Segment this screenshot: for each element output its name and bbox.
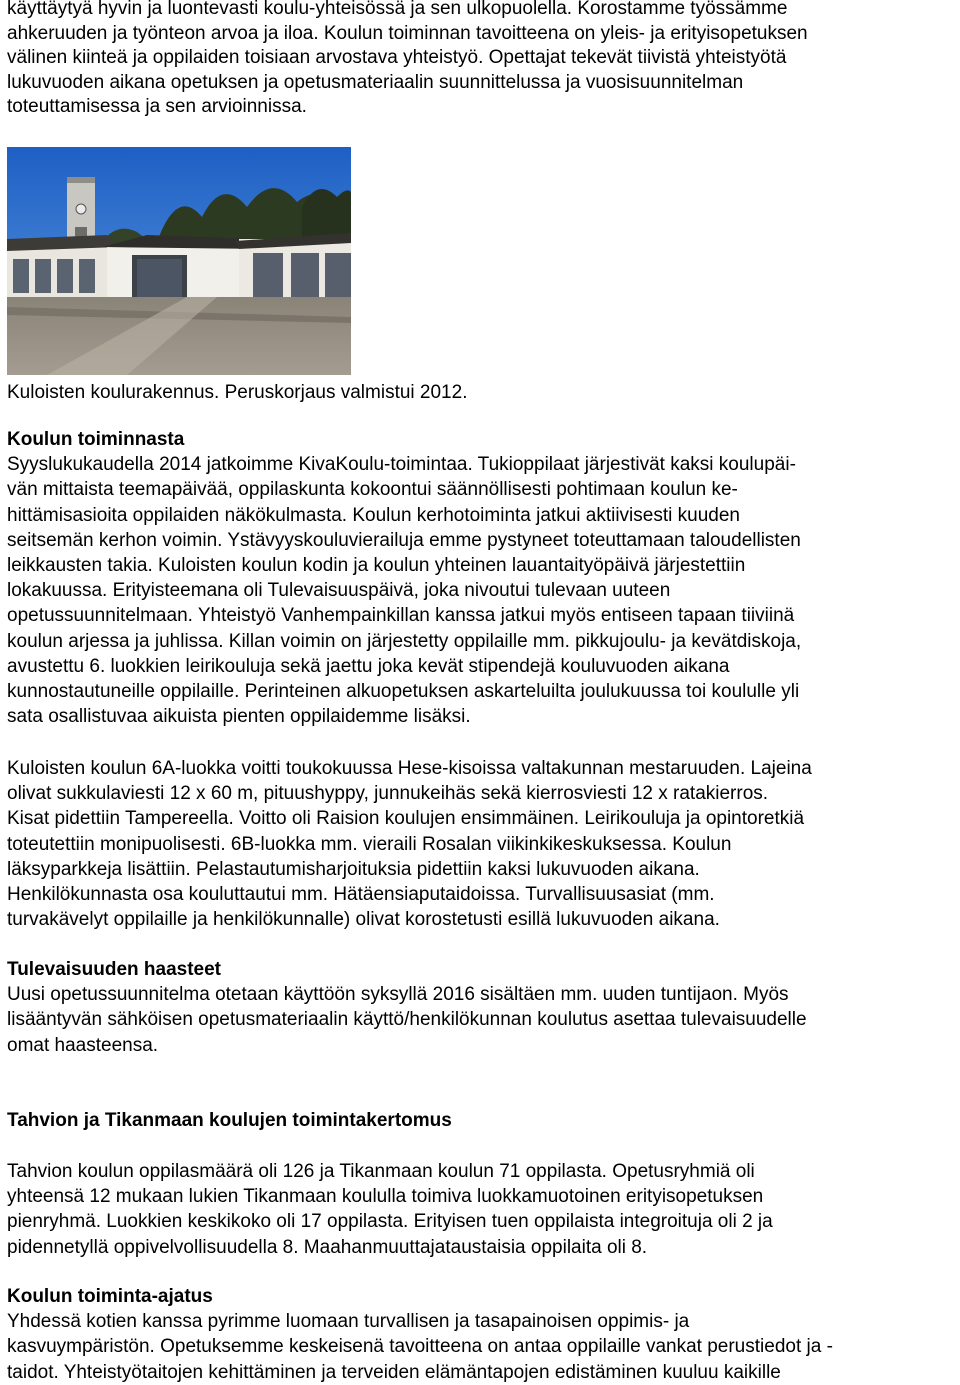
paragraph-line: pienryhmä. Luokkien keskikoko oli 17 oppilasta. Erityisen tuen oppilaista integroituja oli 2 ja <box>7 1211 773 1233</box>
paragraph-line: Kuloisten koulun 6A-luokka voitti toukokuussa Hese-kisoissa valtakunnan mestaruuden. Lajeina <box>7 758 812 779</box>
section-6a-paragraph <box>7 756 955 932</box>
section-heading: Tahvion ja Tikanmaan koulujen toimintakertomus <box>7 1110 452 1131</box>
paragraph-line: Yhdessä kotien kanssa pyrimme luomaan turvallisen ja tasapainoisen oppimis- ja <box>7 1311 690 1333</box>
section-toiminta-ajatus <box>7 1284 955 1385</box>
school-building-photo <box>7 147 351 375</box>
paragraph-line: seitsemän kerhon voimin. Ystävyyskouluvierailuja emme pystyneet toteuttamaan taloudellisten <box>7 529 801 551</box>
photo-caption <box>7 380 955 405</box>
paragraph-line: taidot. Yhteistyötaitojen kehittäminen ja terveiden elämäntapojen edistäminen kuuluu kaikille <box>7 1361 781 1383</box>
paragraph-line: olivat sukkulaviesti 12 x 60 m, pituushyppy, junnukeihäs sekä kierrosviesti 12 x ratakierros. <box>7 783 769 805</box>
paragraph-line: omat haasteensa. <box>7 1034 159 1056</box>
paragraph-line: hittämisasioita oppilaiden näkökulmasta. Koulun kerhotoiminta jatkui aktiivisesti kuuden <box>7 504 740 526</box>
paragraph-line: toteutettiin monipuolisesti. 6B-luokka mm. vieraili Rosalan viikinkikeskuksessa. Koulun <box>7 833 732 855</box>
caption-text: Kuloisten koulurakennus. Peruskorjaus valmistui 2012. <box>7 382 468 403</box>
intro-line: toteuttamisessa ja sen arvioinnissa. <box>7 96 307 118</box>
section-tulevaisuuden-haasteet <box>7 957 955 1058</box>
paragraph-line: leikkausten takia. Kuloisten koulun kodin ja koulun yhteinen lauantaityöpäivä järjestettiin <box>7 555 746 577</box>
intro-line: välinen kiinteä ja oppilaiden toisiaan arvostava yhteistyö. Opettajat tekevät tiivistä yhteistyötä <box>7 47 787 69</box>
paragraph-line: koulun arjessa ja juhlissa. Killan voimin on järjestetty oppilaille mm. pikkujoulu- ja kevätdiskoja, <box>7 630 802 652</box>
paragraph-line: Uusi opetussuunnitelma otetaan käyttöön syksyllä 2016 sisältäen mm. uuden tuntijaon. Myös <box>7 984 789 1006</box>
paragraph-line: Kisat pidettiin Tampereella. Voitto oli Raision koulujen ensimmäinen. Leirikouluja ja opintoretkiä <box>7 808 805 830</box>
intro-line: käyttäytyä hyvin ja luontevasti koulu-yhteisössä ja sen ulkopuolella. Korostamme työssämme <box>7 0 788 19</box>
paragraph-line: kasvuympäristön. Opetuksemme keskeisenä tavoitteena on antaa oppilaille vankat perustiedot ja - <box>7 1336 833 1358</box>
paragraph-line: lisääntyvän sähköisen opetusmateriaalin käyttö/henkilökunnan koulutus asettaa tulevaisuudelle <box>7 1009 807 1031</box>
paragraph-line: opetussuunnitelmaan. Yhteistyö Vanhempainkillan kanssa jatkui myös entiseen tapaan tiiviinä <box>7 605 795 627</box>
paragraph-line: Syyslukukaudella 2014 jatkoimme KivaKoulu-toimintaa. Tukioppilaat järjestivät kaksi koulupäi- <box>7 454 796 476</box>
paragraph-line: sata osallistuvaa aikuista pienten oppilaidemme lisäksi. <box>7 706 471 728</box>
intro-line: ahkeruuden ja työnteon arvoa ja iloa. Koulun toiminnan tavoitteena on yleis- ja erityisopetuksen <box>7 22 808 44</box>
paragraph-line: Henkilökunnasta osa kouluttautui mm. Hätäensiaputaidoissa. Turvallisuusasiat (mm. <box>7 884 715 906</box>
paragraph-line: kunnostautuneille oppilaille. Perinteinen alkuopetuksen askarteluilta joulukuussa toi koululle yli <box>7 681 800 703</box>
paragraph-line: vän mittaista teemapäivää, oppilaskunta kokoontui säännöllisesti pohtimaan koulun ke- <box>7 479 738 501</box>
section-heading: Tulevaisuuden haasteet <box>7 959 221 980</box>
section-tahvion-tikanmaan <box>7 1108 955 1133</box>
section-koulun-toiminnasta <box>7 427 955 729</box>
paragraph-line: läksyparkkeja lisättiin. Pelastautumisharjoituksia pidettiin kaksi lukuvuoden aikana. <box>7 858 700 880</box>
intro-paragraph <box>7 0 955 120</box>
section-heading: Koulun toiminta-ajatus <box>7 1286 213 1307</box>
intro-line: lukuvuoden aikana opetuksen ja opetusmateriaalin suunnittelussa ja vuosisuunnitelman <box>7 71 744 93</box>
paragraph-line: yhteensä 12 mukaan lukien Tikanmaan koululla toimiva luokkamuotoinen erityisopetuksen <box>7 1186 764 1208</box>
paragraph-line: avustettu 6. luokkien leirikouluja sekä jaettu joka kevät stipendejä kouluvuoden aikana <box>7 655 730 677</box>
section-tahvion-paragraph <box>7 1159 955 1260</box>
section-heading: Koulun toiminnasta <box>7 429 185 450</box>
paragraph-line: Tahvion koulun oppilasmäärä oli 126 ja Tikanmaan koulun 71 oppilasta. Opetusryhmiä oli <box>7 1161 755 1182</box>
paragraph-line: pidennetyllä oppivelvollisuudella 8. Maahanmuuttajataustaisia oppilaita oli 8. <box>7 1236 648 1258</box>
paragraph-line: lokakuussa. Erityisteemana oli Tulevaisuuspäivä, joka nivoutui tulevaan uuteen <box>7 580 671 602</box>
paragraph-line: turvakävelyt oppilaille ja henkilökunnalle) olivat korostetusti esillä lukuvuoden aikana. <box>7 909 720 931</box>
